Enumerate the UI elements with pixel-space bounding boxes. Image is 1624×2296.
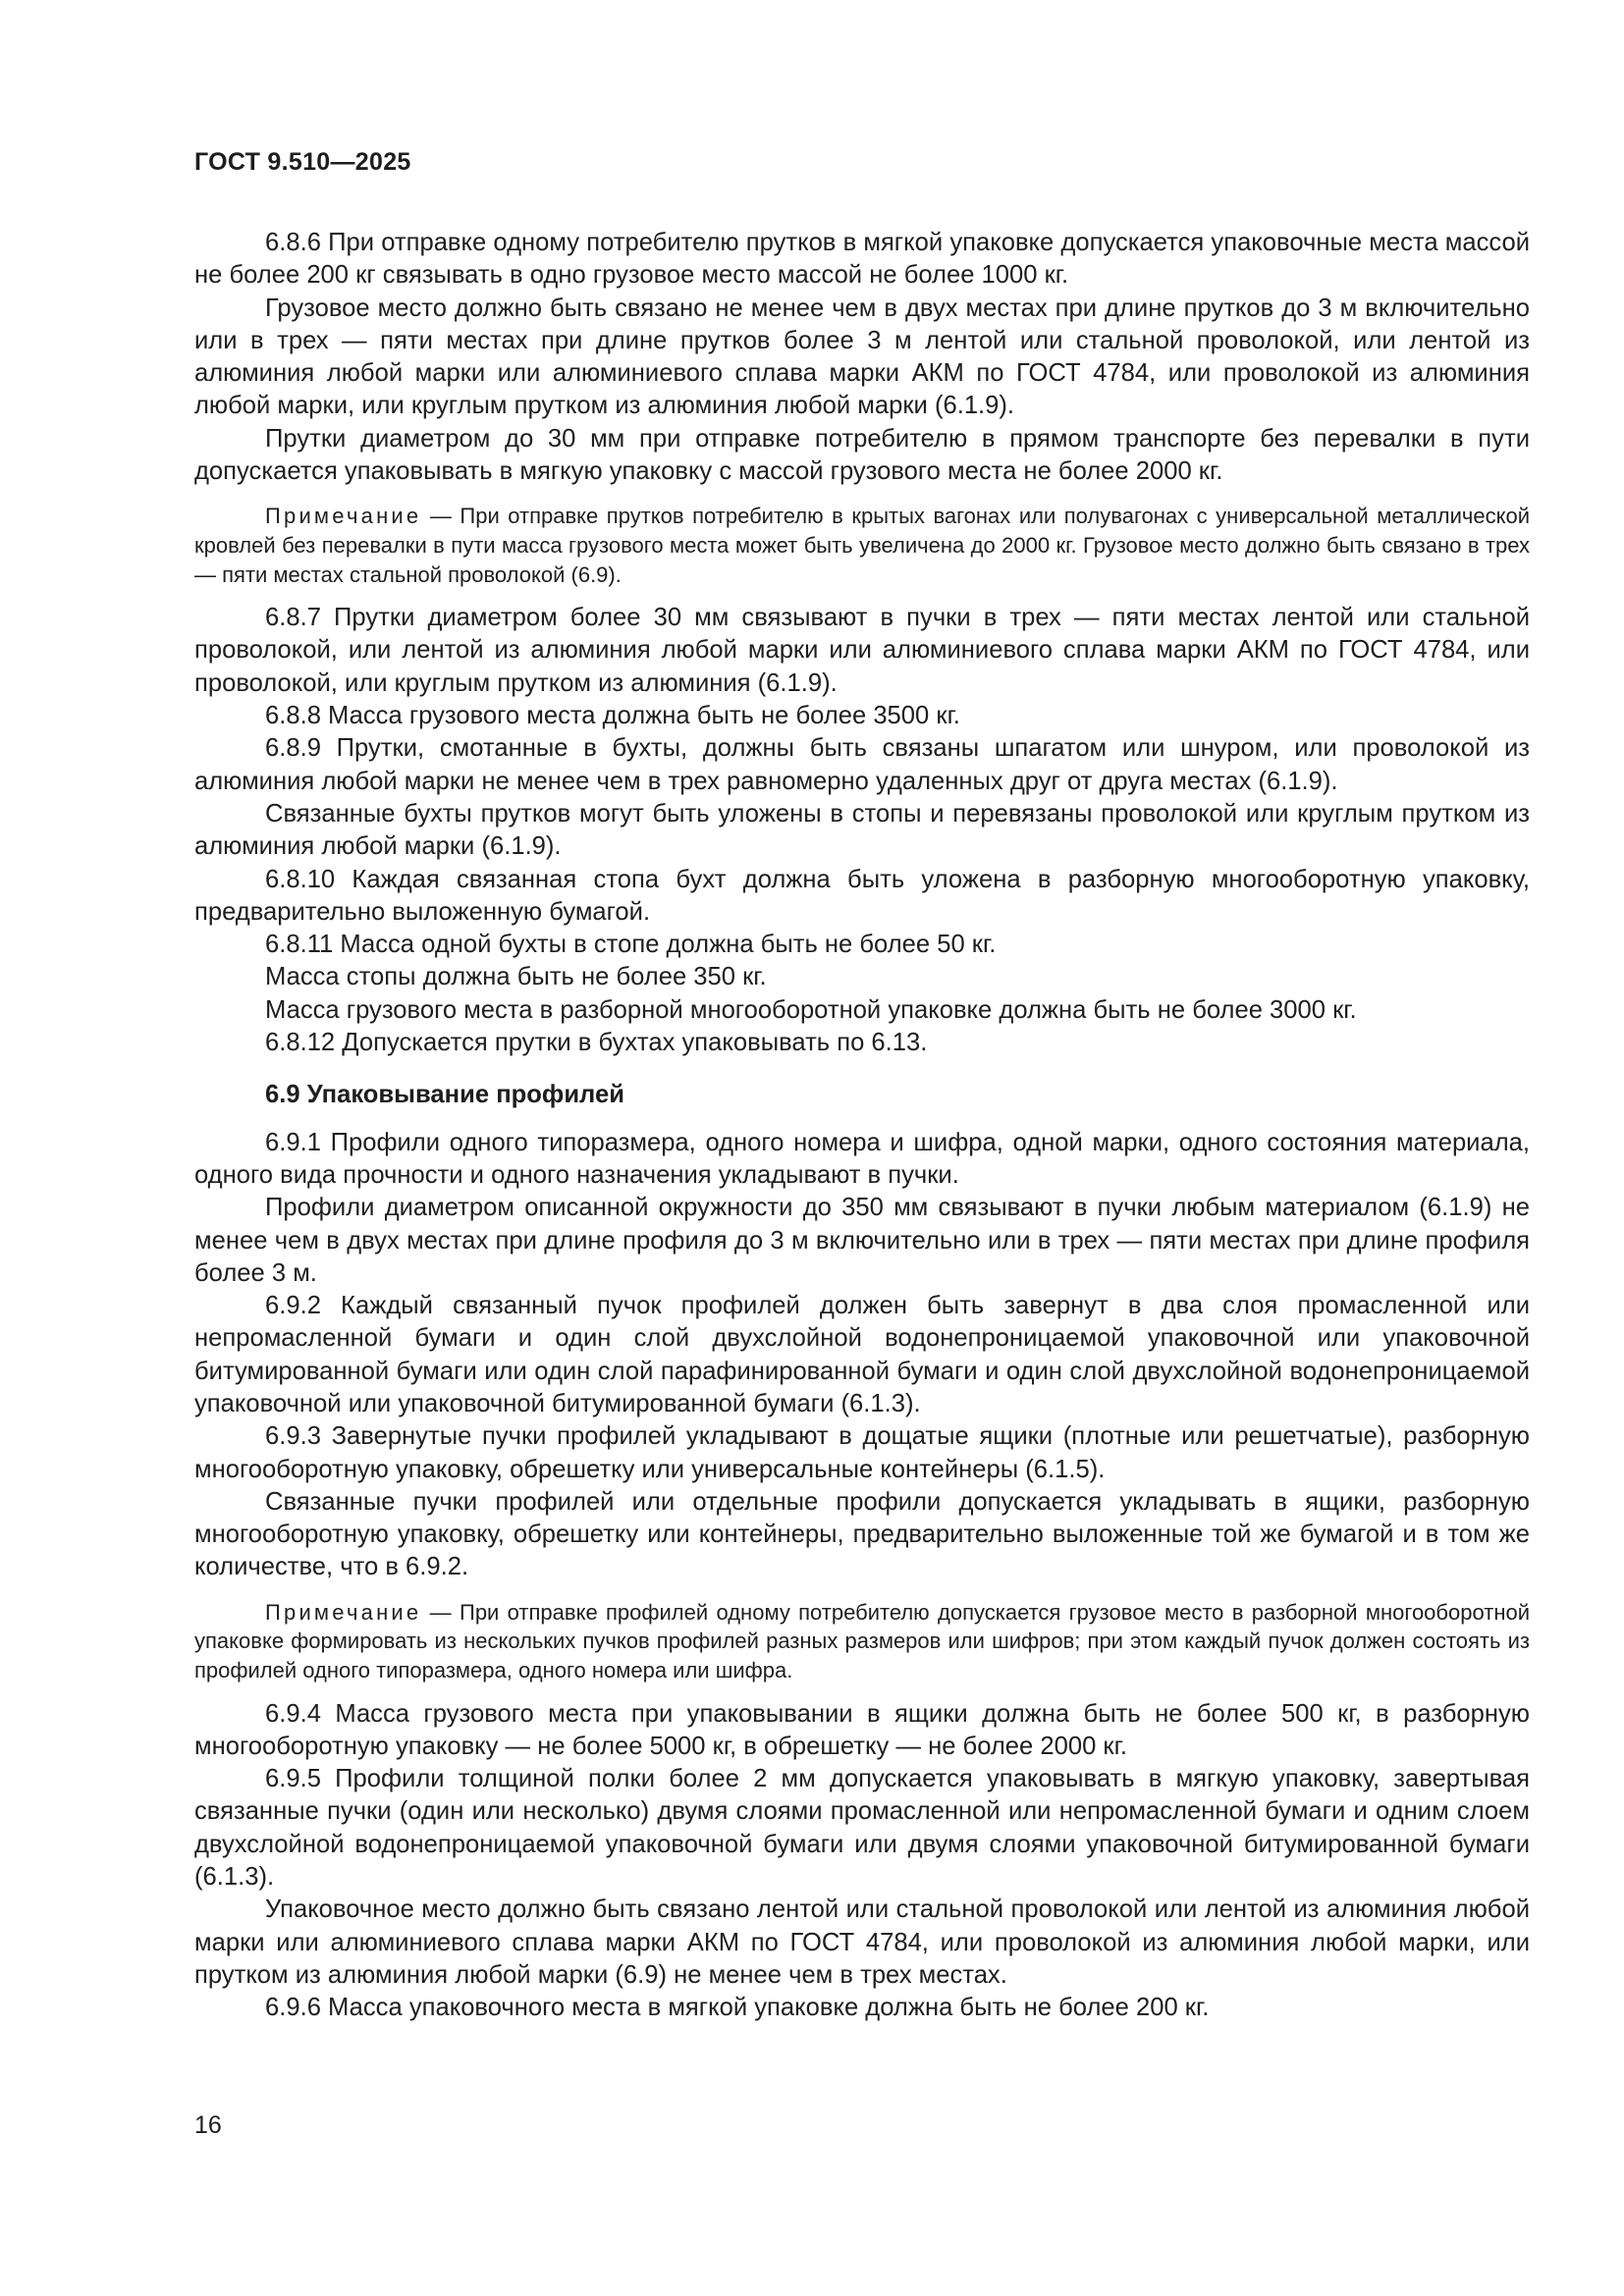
paragraph-6-9-1: 6.9.1 Профили одного типоразмера, одного номера и шифра, одной марки, одного состояния материала, одного вида прочности и одного назначения укладывают в пучки. [194, 1128, 1530, 1189]
page-number: 16 [194, 2111, 222, 2139]
note-text: — При отправке профилей одному потребителю допускается грузовое место в разборной многооборотной упаковке формировать из нескольких пучков профилей разных размеров или шифров; при этом каждый пучок должен состоять из профилей одного типоразмера, одного номера или шифра. [194, 1599, 1530, 1682]
paragraph-6-8-12: 6.8.12 Допускается прутки в бухтах упаковывать по 6.13. [265, 1029, 928, 1057]
note-text: — При отправке прутков потребителю в крытых вагонах или полувагонах с универсальной металлической кровлей без перевалки в пути масса грузового места может быть увеличена до 2000 кг. Грузовое место должно быть связано в трех — пяти местах стальной проволокой (6.9). [194, 504, 1530, 587]
note-block [194, 502, 1530, 589]
paragraph-6-8-7: 6.8.7 Прутки диаметром более 30 мм связывают в пучки в трех — пяти местах лентой или стальной проволокой, или лентой из алюминия любой марки или алюминиевого сплава марки АКМ по ГОСТ 4784, или проволокой, или круглым прутком из алюминия (6.1.9). [194, 604, 1530, 697]
paragraph-6-8-6: 6.8.6 При отправке одному потребителю прутков в мягкой упаковке допускается упаковочные места массой не более 200 кг связывать в одно грузовое место массой не более 1000 кг. [194, 229, 1530, 290]
paragraph-6-9-4: 6.9.4 Масса грузового места при упаковывании в ящики должна быть не более 500 кг, в разборную многооборотную упаковку — не более 5000 кг, в обрешетку — не более 2000 кг. [194, 1699, 1530, 1760]
note-label: Примечание [265, 504, 422, 529]
paragraph: Грузовое место должно быть связано не менее чем в двух местах при длине прутков до 3 м включительно или в трех — пяти местах при длине прутков более 3 м лентой или стальной проволокой, или лентой из алюминия любой марки или алюминиевого сплава марки АКМ по ГОСТ 4784, или проволокой из алюминия любой марки, или круглым прутком из алюминия любой марки (6.1.9). [194, 294, 1530, 420]
document-body [194, 227, 1530, 2025]
paragraph: Связанные пучки профилей или отдельные профили допускается укладывать в ящики, разборную многооборотную упаковку, обрешетку или контейнеры, предварительно выложенные той же бумагой и в том же количестве, что в 6.9.2. [194, 1487, 1530, 1581]
paragraph-6-8-11: 6.8.11 Масса одной бухты в стопе должна быть не более 50 кг. [265, 931, 997, 959]
paragraph: Упаковочное место должно быть связано лентой или стальной проволокой или лентой из алюминия любой марки или алюминиевого сплава марки АКМ по ГОСТ 4784, или проволокой из алюминия любой марки, или прутком из алюминия любой марки (6.9) не менее чем в трех местах. [194, 1896, 1530, 1989]
document-header: ГОСТ 9.510—2025 [194, 148, 411, 176]
paragraph-6-9-3: 6.9.3 Завернутые пучки профилей укладывают в дощатые ящики (плотные или решетчатые), разборную многооборотную упаковку, обрешетку или универсальные контейнеры (6.1.5). [194, 1422, 1530, 1483]
paragraph: Масса стопы должна быть не более 350 кг. [265, 963, 767, 991]
paragraph-6-9-2: 6.9.2 Каждый связанный пучок профилей должен быть завернут в два слоя промасленной или непромасленной бумаги и один слой двухслойной водонепроницаемой упаковочной или упаковочной битумированной бумаги или один слой парафинированной бумаги и один слой двухслойной водонепроницаемой упаковочной или упаковочной битумированной бумаги (6.1.3). [194, 1292, 1530, 1417]
paragraph: Прутки диаметром до 30 мм при отправке потребителю в прямом транспорте без перевалки в пути допускается упаковывать в мягкую упаковку с массой грузового места не более 2000 кг. [194, 424, 1530, 486]
paragraph-6-9-6: 6.9.6 Масса упаковочного места в мягкой упаковке должна быть не более 200 кг. [265, 1994, 1210, 2022]
paragraph-6-9-5: 6.9.5 Профили толщиной полки более 2 мм допускается упаковывать в мягкую упаковку, завертывая связанные пучки (один или несколько) двумя слоями промасленной или непромасленной бумаги и одним слоем двухслойной водонепроницаемой упаковочной бумаги или двумя слоями упаковочной битумированной бумаги (6.1.3). [194, 1765, 1530, 1892]
paragraph: Масса грузового места в разборной многооборотной упаковке должна быть не более 3000 кг. [265, 995, 1357, 1024]
section-heading-6-9: 6.9 Упаковывание профилей [265, 1081, 624, 1109]
paragraph: Связанные бухты прутков могут быть уложены в стопы и перевязаны проволокой или круглым прутком из алюминия любой марки (6.1.9). [194, 799, 1530, 861]
paragraph-6-8-9: 6.8.9 Прутки, смотанные в бухты, должны быть связаны шпагатом или шнуром, или проволокой из алюминия любой марки не менее чем в трех равномерно удаленных друг от друга местах (6.1.9). [194, 734, 1530, 795]
note-block [194, 1598, 1530, 1685]
paragraph: Профили диаметром описанной окружности до 350 мм связывают в пучки любым материалом (6.1.9) не менее чем в двух местах при длине профиля до 3 м включительно или в трех — пяти местах при длине профиля более 3 м. [194, 1194, 1530, 1287]
note-label: Примечание [265, 1599, 422, 1625]
paragraph-6-8-10: 6.8.10 Каждая связанная стопа бухт должна быть уложена в разборную многооборотную упаковку, предварительно выложенную бумагой. [194, 865, 1530, 926]
paragraph-6-8-8: 6.8.8 Масса грузового места должна быть не более 3500 кг. [265, 702, 960, 730]
